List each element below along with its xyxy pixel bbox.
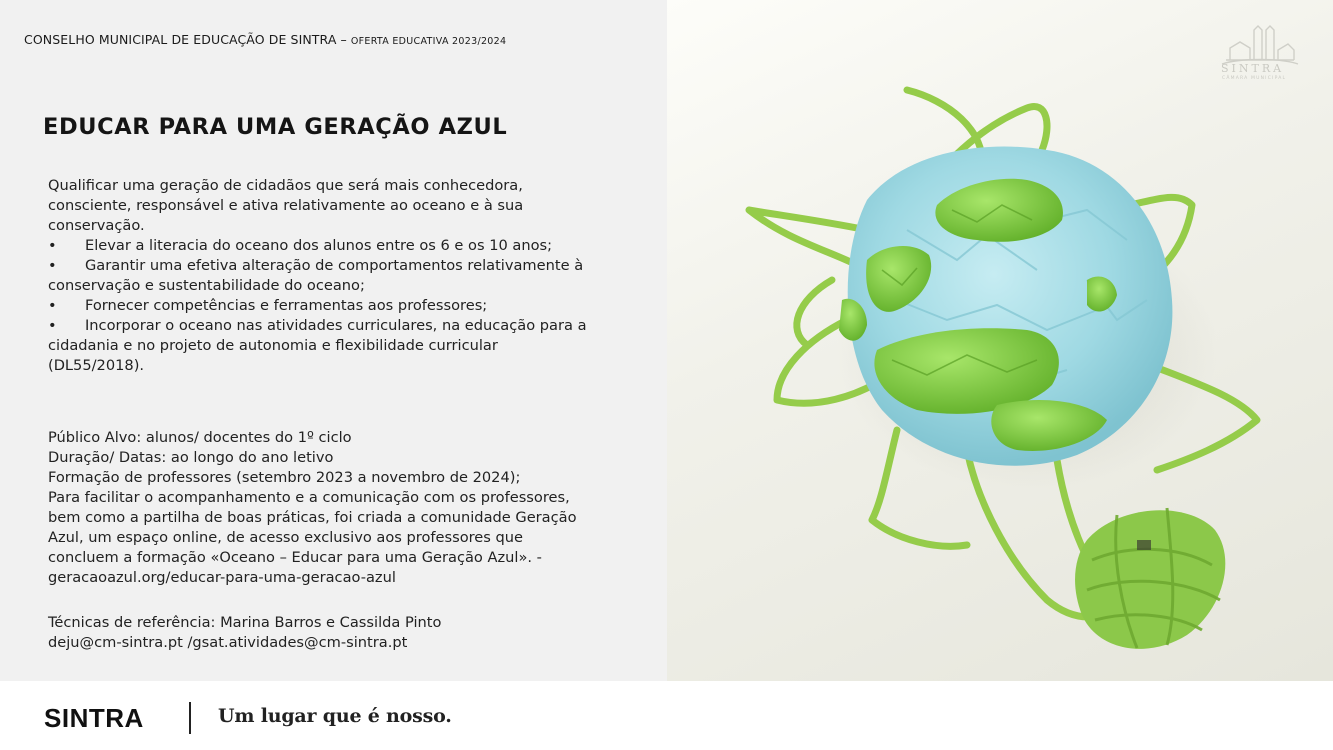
council-name: CONSELHO MUNICIPAL DE EDUCAÇÃO DE SINTRA [24,32,337,47]
bullet-symbol: • [48,237,57,254]
objective-item [48,296,588,316]
community-description: Para facilitar o acompanhamento e a comunicação com os professores, bem como a partilha de boas práticas, foi criada a comunidade Geração Azul, um espaço online, de acesso exclusivo aos professores que concluem a formação «Oceano – Educar para uma Geração Azul». - geracaoazul.org/educar-para-uma-geracao-azul [48,489,577,586]
badge-subtitle: CÂMARA MUNICIPAL [1222,76,1287,81]
contact-emails[interactable]: deju@cm-sintra.pt /gsat.atividades@cm-sintra.pt [48,634,408,651]
objective-item [48,316,588,376]
footer-slogan: Um lugar que é nosso. [218,705,452,727]
teacher-training: Formação de professores (setembro 2023 a novembro de 2024); [48,469,521,486]
bullet-symbol: • [48,317,57,334]
sintra-logo: SINTRA [44,703,144,733]
objectives-intro: Qualificar uma geração de cidadãos que será mais conhecedora, consciente, responsável e ativa relativamente ao oceano e à sua conservação. [48,177,524,234]
objective-text: Garantir uma efetiva alteração de comportamentos relativamente à conservação e sustentabilidade do oceano; [48,257,584,294]
globe-illustration [667,0,1333,681]
crumpled-paper-globe-photo [667,0,1333,681]
bullet-symbol: • [48,257,57,274]
page-title: EDUCAR PARA UMA GERAÇÃO AZUL [43,114,508,140]
objective-text: Fornecer competências e ferramentas aos professores; [85,297,488,314]
footer [0,681,1333,750]
objective-item [48,236,588,256]
header-separator: – [340,32,347,47]
objective-text: Elevar a literacia do oceano dos alunos entre os 6 e os 10 anos; [85,237,553,254]
details-block [48,428,588,588]
target-audience: Público Alvo: alunos/ docentes do 1º ciclo [48,429,352,446]
badge-name: SINTRA [1221,62,1285,75]
objective-item [48,256,588,296]
bullet-symbol: • [48,297,57,314]
footer-divider [189,702,191,734]
contacts-block [48,613,588,653]
reference-technicians: Técnicas de referência: Marina Barros e Cassilda Pinto [48,614,442,631]
offer-label: OFERTA EDUCATIVA 2023/2024 [350,36,507,47]
text-panel [0,0,667,681]
objectives-block [48,176,588,376]
page-header [24,32,506,47]
objective-text: Incorporar o oceano nas atividades curriculares, na educação para a cidadania e no projeto de autonomia e flexibilidade curricular (DL55/2018). [48,317,587,374]
duration: Duração/ Datas: ao longo do ano letivo [48,449,334,466]
